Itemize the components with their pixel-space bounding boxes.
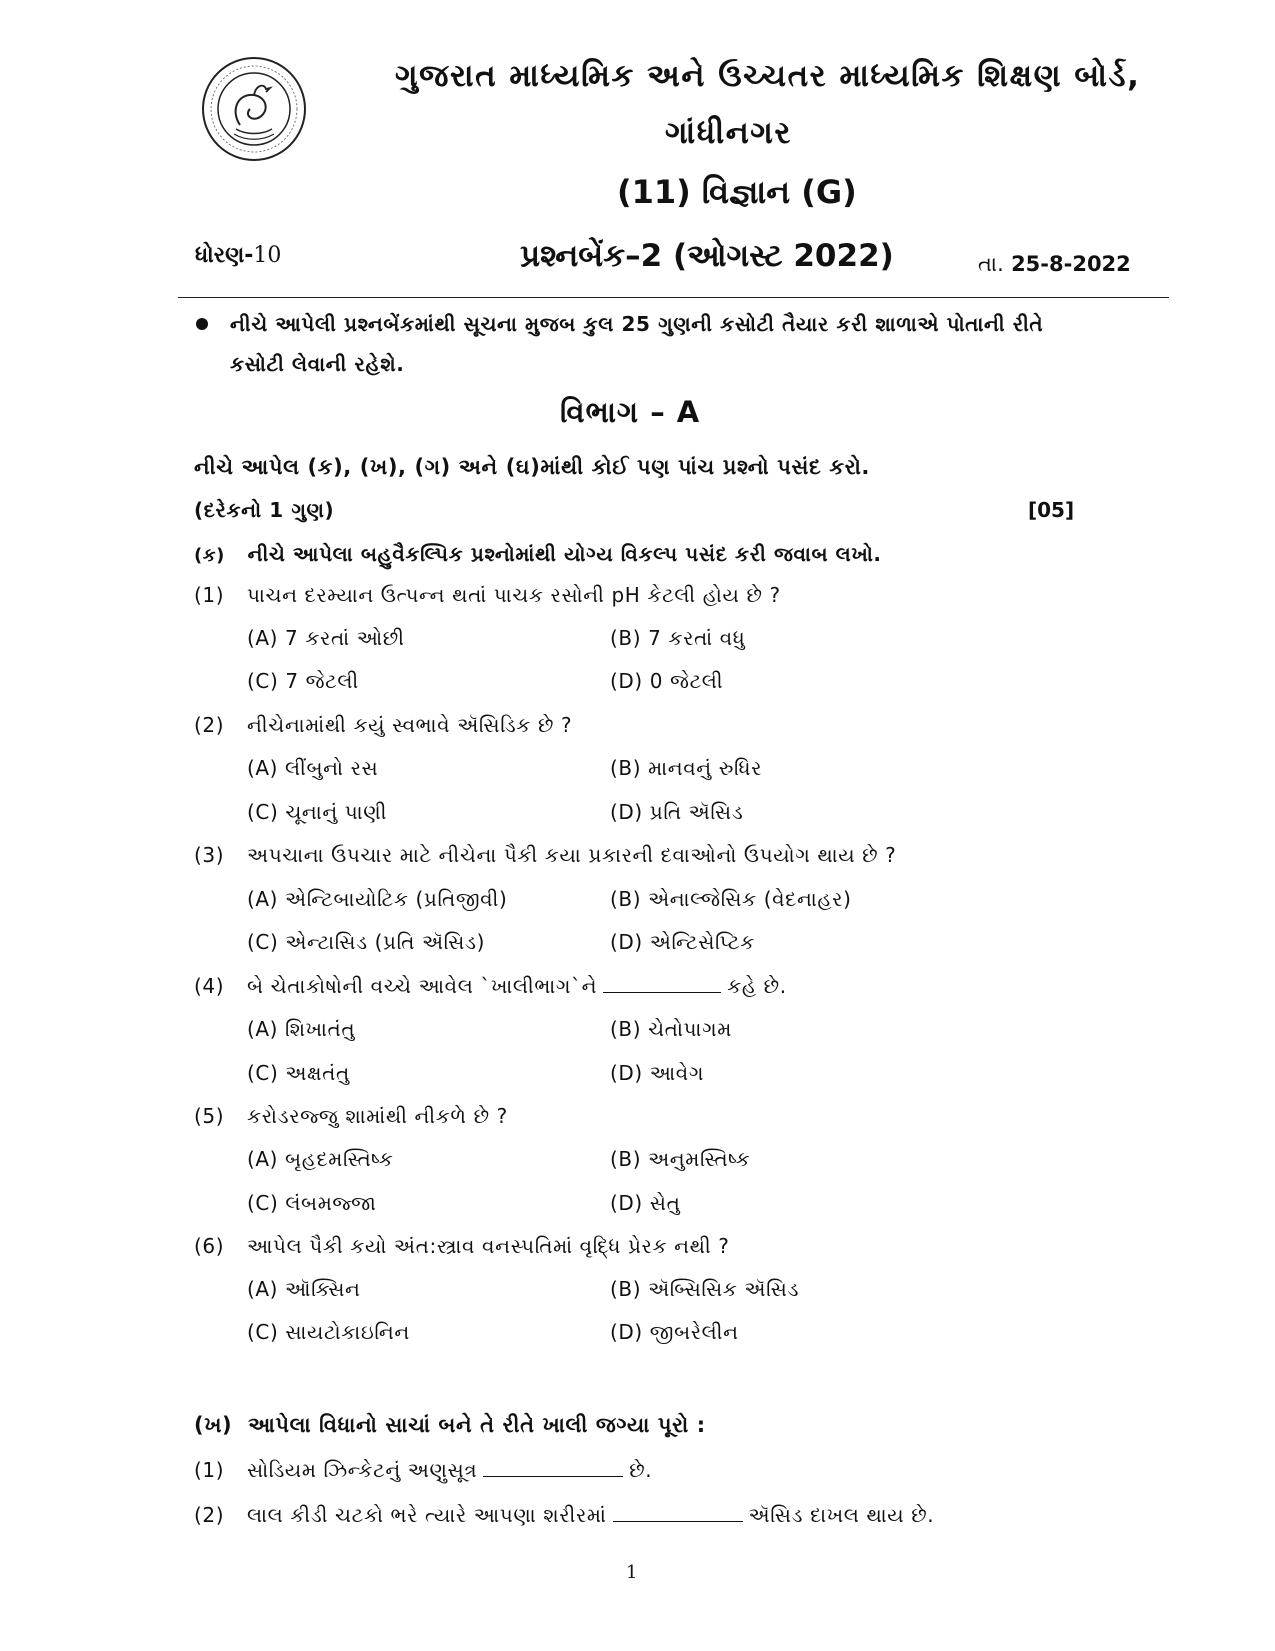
board-name: ગુજરાત માધ્યમિક અને ઉચ્ચતર માધ્યમિક શિક્ષણ બોર્ડ,	[395, 58, 1141, 94]
q5-option-b: (B) અનુમસ્તિષ્ક	[610, 1147, 751, 1171]
q2-option-b: (B) માનવનું રુધિર	[610, 756, 763, 780]
q3-option-d: (D) એન્ટિસેપ્ટિક	[610, 930, 755, 954]
board-city: ગાંધીનગર	[665, 115, 792, 151]
q1-option-a: (A) 7 કરતાં ઓછી	[247, 626, 405, 650]
section-instruction: નીચે આપેલ (ક), (ખ), (ગ) અને (ઘ)માંથી કોઈ પણ પાંચ પ્રશ્નો પસંદ કરો.	[194, 455, 870, 479]
q5-option-c: (C) લંબમજ્જા	[247, 1191, 377, 1215]
section-title: વિભાગ – A	[560, 395, 701, 429]
q6-option-d: (D) જીબરેલીન	[610, 1320, 739, 1344]
header-divider	[178, 297, 1169, 298]
q6-option-c: (C) સાયટોકાઇનિન	[247, 1320, 410, 1344]
q1-option-d: (D) 0 જેટલી	[610, 669, 724, 693]
question-bank-title: પ્રશ્નબેંક–2 (ઓગસ્ટ 2022)	[520, 238, 894, 274]
board-seal-logo	[200, 55, 308, 163]
fill-blank	[603, 974, 721, 993]
section-marks: [05]	[1028, 498, 1075, 522]
q4-option-a: (A) શિખાતંતુ	[247, 1017, 356, 1041]
instruction-line-1: નીચે આપેલી પ્રશ્નબેંકમાંથી સૂચના મુજબ કુલ 25 ગુણની કસોટી તૈયાર કરી શાળાએ પોતાની રીતે	[230, 312, 1044, 336]
marks-note: (દરેકનો 1 ગુણ)	[194, 498, 335, 522]
fill-blank	[613, 1503, 743, 1522]
part-kha-heading: (ખ) આપેલા વિધાનો સાચાં બને તે રીતે ખાલી જગ્યા પૂરો :	[194, 1413, 706, 1437]
q3-option-c: (C) એન્ટાસિડ (પ્રતિ ઍસિડ)	[247, 930, 485, 954]
q1-option-b: (B) 7 કરતાં વધુ	[610, 626, 746, 650]
q3-option-b: (B) એનાલ્જેસિક (વેદનાહર)	[610, 887, 852, 911]
page-number: 1	[626, 1562, 638, 1583]
q2-option-d: (D) પ્રતિ ઍસિડ	[610, 800, 744, 824]
q3-option-a: (A) એન્ટિબાયોટિક (પ્રતિજીવી)	[247, 887, 508, 911]
instruction-line-2: કસોટી લેવાની રહેશે.	[230, 352, 405, 376]
q6-option-b: (B) ઍબ્સિસિક ઍસિડ	[610, 1277, 800, 1301]
q2-option-a: (A) લીંબુનો રસ	[247, 756, 379, 780]
q2-option-c: (C) ચૂનાનું પાણી	[247, 800, 388, 824]
q5-option-a: (A) બૃહદમસ્તિષ્ક	[247, 1147, 394, 1171]
q1-option-c: (C) 7 જેટલી	[247, 669, 359, 693]
q4-option-c: (C) અક્ષતંતુ	[247, 1061, 350, 1085]
q4-option-d: (D) આવેગ	[610, 1061, 705, 1085]
bullet-icon	[196, 318, 208, 330]
fill-blank	[483, 1458, 623, 1477]
q4-option-b: (B) ચેતોપાગમ	[610, 1017, 732, 1041]
q5-option-d: (D) સેતુ	[610, 1191, 681, 1215]
standard: ધોરણ-10	[195, 243, 282, 268]
subject-title: (11) વિજ્ઞાન (G)	[617, 173, 857, 211]
q6-option-a: (A) ઑક્સિન	[247, 1277, 361, 1301]
part-ka-heading: (ક) નીચે આપેલા બહુવૈકલ્પિક પ્રશ્નોમાંથી યોગ્ય વિકલ્પ પસંદ કરી જવાબ લખો.	[194, 542, 882, 566]
date: તા. 25-8-2022	[978, 252, 1131, 276]
